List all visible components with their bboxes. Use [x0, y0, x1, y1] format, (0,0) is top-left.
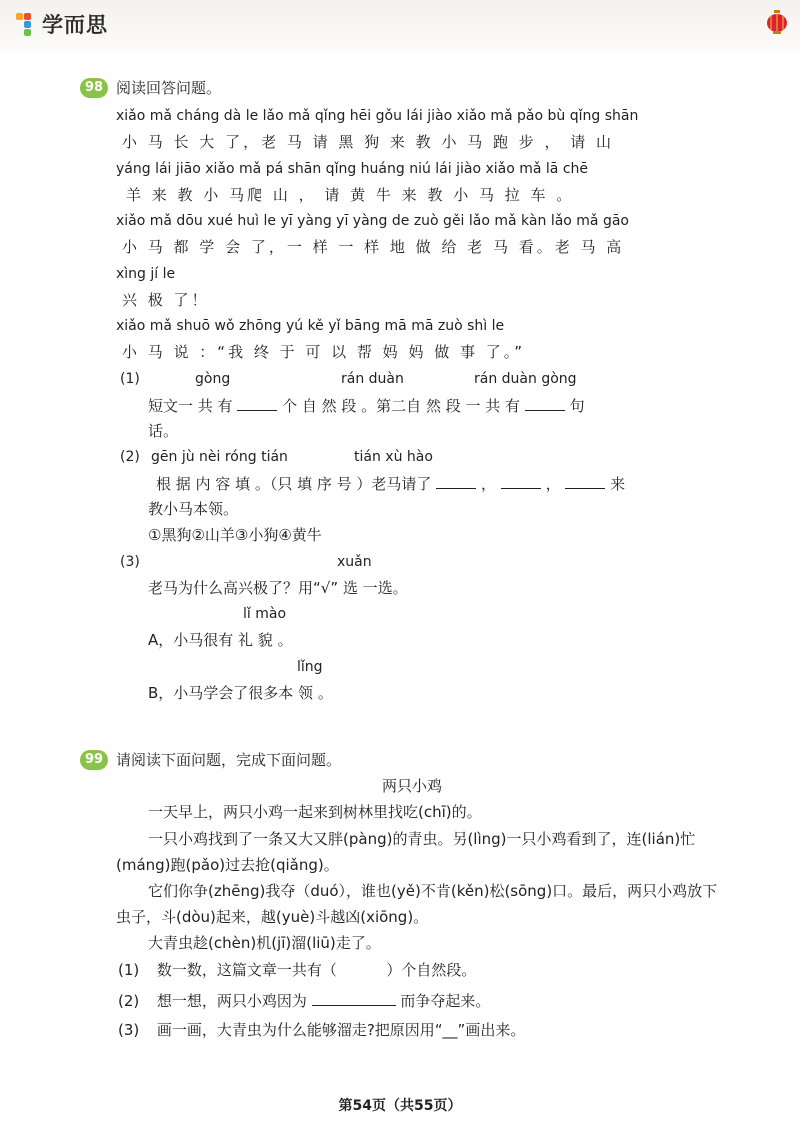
sub2-text-a: 根 据 内 容 填 。（只 填 序 号 ）老马请了 [156, 475, 432, 493]
brand-name: 学而思 [42, 13, 108, 37]
passage-pinyin-line: xìng jí le [116, 266, 176, 282]
subquestion-label: (2) [120, 449, 140, 465]
question-prompt: 阅读回答问题。 [116, 79, 222, 97]
question-number-badge: 98 [80, 78, 108, 98]
question-number-badge: 99 [80, 750, 108, 770]
red-lantern-icon [766, 10, 788, 36]
pinyin-annotation: tián xù hào [354, 449, 433, 465]
sub2-comma: ， [480, 475, 496, 493]
sub2-comma: ， [545, 475, 561, 493]
passage-hanzi-line: 小 马 长 大 了，老 马 请 黑 狗 来 教 小 马 跑 步 ， 请 山 [122, 133, 615, 151]
passage-pinyin-line: yáng lái jiāo xiǎo mǎ pá shān qǐng huáng niú lái jiào xiǎo mǎ lā chē [116, 161, 589, 177]
answer-blank[interactable] [501, 474, 541, 489]
sub1-text-b: 个 自 然 段 。第二自 然 段 一 共 有 [282, 397, 521, 415]
question-prompt: 请阅读下面问题，完成下面问题。 [116, 751, 342, 769]
sub2-text-b: 来 [610, 475, 626, 493]
passage-hanzi-line: 小 马 都 学 会 了，一 样 一 样 地 做 给 老 马 看。老 马 高 [122, 238, 625, 256]
pinyin-annotation: rán duàn gòng [474, 371, 577, 387]
subquestion-label: (3) [118, 1021, 140, 1039]
pinyin-annotation: gòng [195, 371, 231, 387]
passage-pinyin-line: xiǎo mǎ shuō wǒ zhōng yú kě yǐ bāng mā mā zuò shì le [116, 318, 505, 334]
q99-3-text-a: 画一画，大青虫为什么能够溜走?把原因用“__”画出来。 [156, 1021, 526, 1039]
pinyin-annotation: gēn jù nèi róng tián [151, 449, 288, 465]
subquestion-label: (3) [120, 554, 140, 570]
subquestion-text: 老马为什么高兴极了？用“√” 选 一选。 [148, 579, 408, 597]
q99-2-text-a: 想一想，两只小鸡因为 [156, 992, 307, 1010]
passage-paragraph-continued: (máng)跑(pǎo)过去抢(qiǎng)。 [116, 856, 339, 874]
choice-option-a[interactable]: A，小马很有 礼 貌 。 [148, 631, 293, 649]
answer-blank[interactable] [436, 474, 476, 489]
pinyin-annotation: rán duàn [341, 371, 404, 387]
passage-hanzi-line: 兴 极 了！ [122, 291, 210, 309]
answer-blank[interactable] [312, 991, 396, 1006]
passage-paragraph: 一天早上，两只小鸡一起来到树林里找吃(chī)的。 [148, 803, 482, 821]
pinyin-annotation: lǐng [297, 659, 323, 675]
sub1-text-a: 短文一 共 有 [148, 397, 233, 415]
passage-paragraph-continued: 虫子，斗(dòu)起来，越(yuè)斗越凶(xiōng)。 [116, 908, 429, 926]
passage-hanzi-line: 羊 来 教 小 马爬 山 ， 请 黄 牛 来 教 小 马 拉 车 。 [126, 186, 575, 204]
sub1-text-c: 句 [569, 397, 585, 415]
passage-pinyin-line: xiǎo mǎ dōu xué huì le yī yàng yī yàng de zuò gěi lǎo mǎ kàn lǎo mǎ gāo [116, 213, 629, 229]
answer-blank[interactable] [525, 396, 565, 411]
subquestion-text [156, 474, 625, 493]
passage-pinyin-line: xiǎo mǎ cháng dà le lǎo mǎ qǐng hēi gǒu lái jiào xiǎo mǎ pǎo bù qǐng shān [116, 108, 639, 124]
subquestion [118, 991, 490, 1010]
passage-hanzi-line: 小 马 说 ：“我 终 于 可 以 帮 妈 妈 做 事 了。” [122, 343, 526, 361]
pinyin-annotation: lǐ mào [243, 606, 287, 622]
answer-blank[interactable] [565, 474, 605, 489]
passage-paragraph: 大青虫趁(chèn)机(jī)溜(liū)走了。 [148, 934, 381, 952]
answer-blank[interactable] [237, 396, 277, 411]
page-number: 第54页（共55页） [338, 1098, 462, 1114]
q99-1-text-b: ）个自然段。 [386, 961, 477, 979]
subquestion-label: (1) [120, 371, 140, 387]
brand-logo [16, 10, 108, 38]
subquestion [118, 1021, 525, 1039]
passage-paragraph: 它们你争(zhēng)我夺（duó），谁也(yě)不肯(kěn)松(sōng)口。最后，两只小鸡放下 [148, 882, 718, 900]
choice-option-b[interactable]: B，小马学会了很多本 领 。 [148, 684, 333, 702]
answer-options: ①黑狗②山羊③小狗④黄牛 [148, 526, 322, 544]
subquestion [118, 961, 476, 979]
xueersi-logo-icon [16, 11, 38, 37]
pinyin-annotation: xuǎn [337, 554, 372, 570]
q99-2-text-b: 而争夺起来。 [400, 992, 491, 1010]
passage-paragraph: 一只小鸡找到了一条又大又胖(pàng)的青虫。另(lìng)一只小鸡看到了，连(lián)忙 [148, 830, 696, 848]
subquestion-text-continued: 教小马本领。 [148, 500, 239, 518]
q99-1-text-a: 数一数，这篇文章一共有（ [156, 961, 337, 979]
subquestion-text [148, 396, 585, 415]
page-header [0, 0, 800, 60]
passage-title: 两只小鸡 [382, 777, 443, 795]
subquestion-label: (2) [118, 992, 140, 1010]
subquestion-text-continued: 话。 [148, 422, 179, 440]
subquestion-label: (1) [118, 961, 140, 979]
